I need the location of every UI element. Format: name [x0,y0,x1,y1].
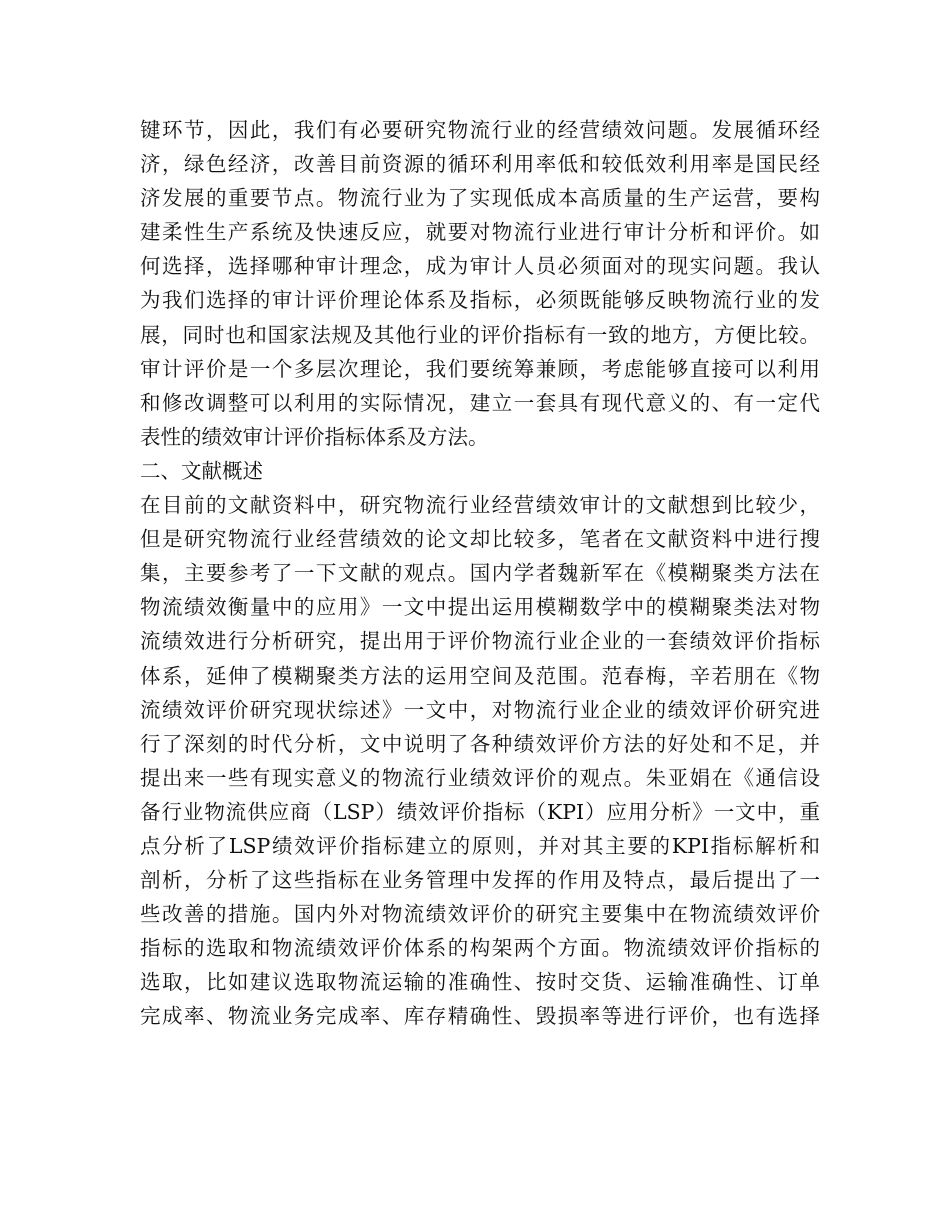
text-line: 剖析，分析了这些指标在业务管理中发挥的作用及特点，最后提出了一 [140,868,820,893]
text-line: 体系，延伸了模糊聚类方法的运用空间及范围。范春梅，辛若朋在《物 [140,663,820,688]
text-line: 指标的选取和物流绩效评价体系的构架两个方面。物流绩效评价指标的 [140,936,820,961]
text-line: 审计评价是一个多层次理论，我们要统筹兼顾，考虑能够直接可以利用 [140,356,820,381]
text-line: 提出来一些有现实意义的物流行业绩效评价的观点。朱亚娟在《通信设 [140,765,820,790]
text-line: 何选择，选择哪种审计理念，成为审计人员必须面对的现实问题。我认 [140,254,820,279]
text-line: 济，绿色经济，改善目前资源的循环利用率低和较低效利用率是国民经 [140,152,820,177]
text-line: 键环节，因此，我们有必要研究物流行业的经营绩效问题。发展循环经 [140,118,820,142]
document-page [140,113,820,1034]
text-line: 些改善的措施。国内外对物流绩效评价的研究主要集中在物流绩效评价 [140,902,820,927]
paragraph-2 [140,488,820,1034]
text-line: 流绩效进行分析研究，提出用于评价物流行业企业的一套绩效评价指标 [140,629,820,654]
text-line: 点分析了LSP绩效评价指标建立的原则，并对其主要的KPI指标解析和 [140,833,820,858]
text-line: 为我们选择的审计评价理论体系及指标，必须既能够反映物流行业的发 [140,288,820,313]
text-line: 建柔性生产系统及快速反应，就要对物流行业进行审计分析和评价。如 [140,220,820,245]
text-line: 流绩效评价研究现状综述》一文中，对物流行业企业的绩效评价研究进 [140,697,820,722]
text-line: 物流绩效衡量中的应用》一文中提出运用模糊数学中的模糊聚类法对物 [140,595,820,620]
text-line: 但是研究物流行业经营绩效的论文却比较多，笔者在文献资料中进行搜 [140,527,820,552]
text-line: 选取，比如建议选取物流运输的准确性、按时交货、运输准确性、订单 [140,970,820,995]
text-line: 和修改调整可以利用的实际情况，建立一套具有现代意义的、有一定代 [140,390,820,415]
paragraph-1 [140,113,820,454]
section-heading: 二、文献概述 [140,458,263,483]
text-line: 完成率、物流业务完成率、库存精确性、毁损率等进行评价，也有选择 [140,1004,820,1029]
text-line: 集，主要参考了一下文献的观点。国内学者魏新军在《模糊聚类方法在 [140,561,820,586]
text-line: 备行业物流供应商（LSP）绩效评价指标（KPI）应用分析》一文中，重 [140,799,820,824]
text-line: 展，同时也和国家法规及其他行业的评价指标有一致的地方，方便比较。 [140,322,820,347]
text-line: 表性的绩效审计评价指标体系及方法。 [140,424,489,449]
text-line: 济发展的重要节点。物流行业为了实现低成本高质量的生产运营，要构 [140,186,820,211]
text-line: 在目前的文献资料中，研究物流行业经营绩效审计的文献想到比较少， [140,493,820,518]
text-line: 行了深刻的时代分析，文中说明了各种绩效评价方法的好处和不足，并 [140,731,820,756]
